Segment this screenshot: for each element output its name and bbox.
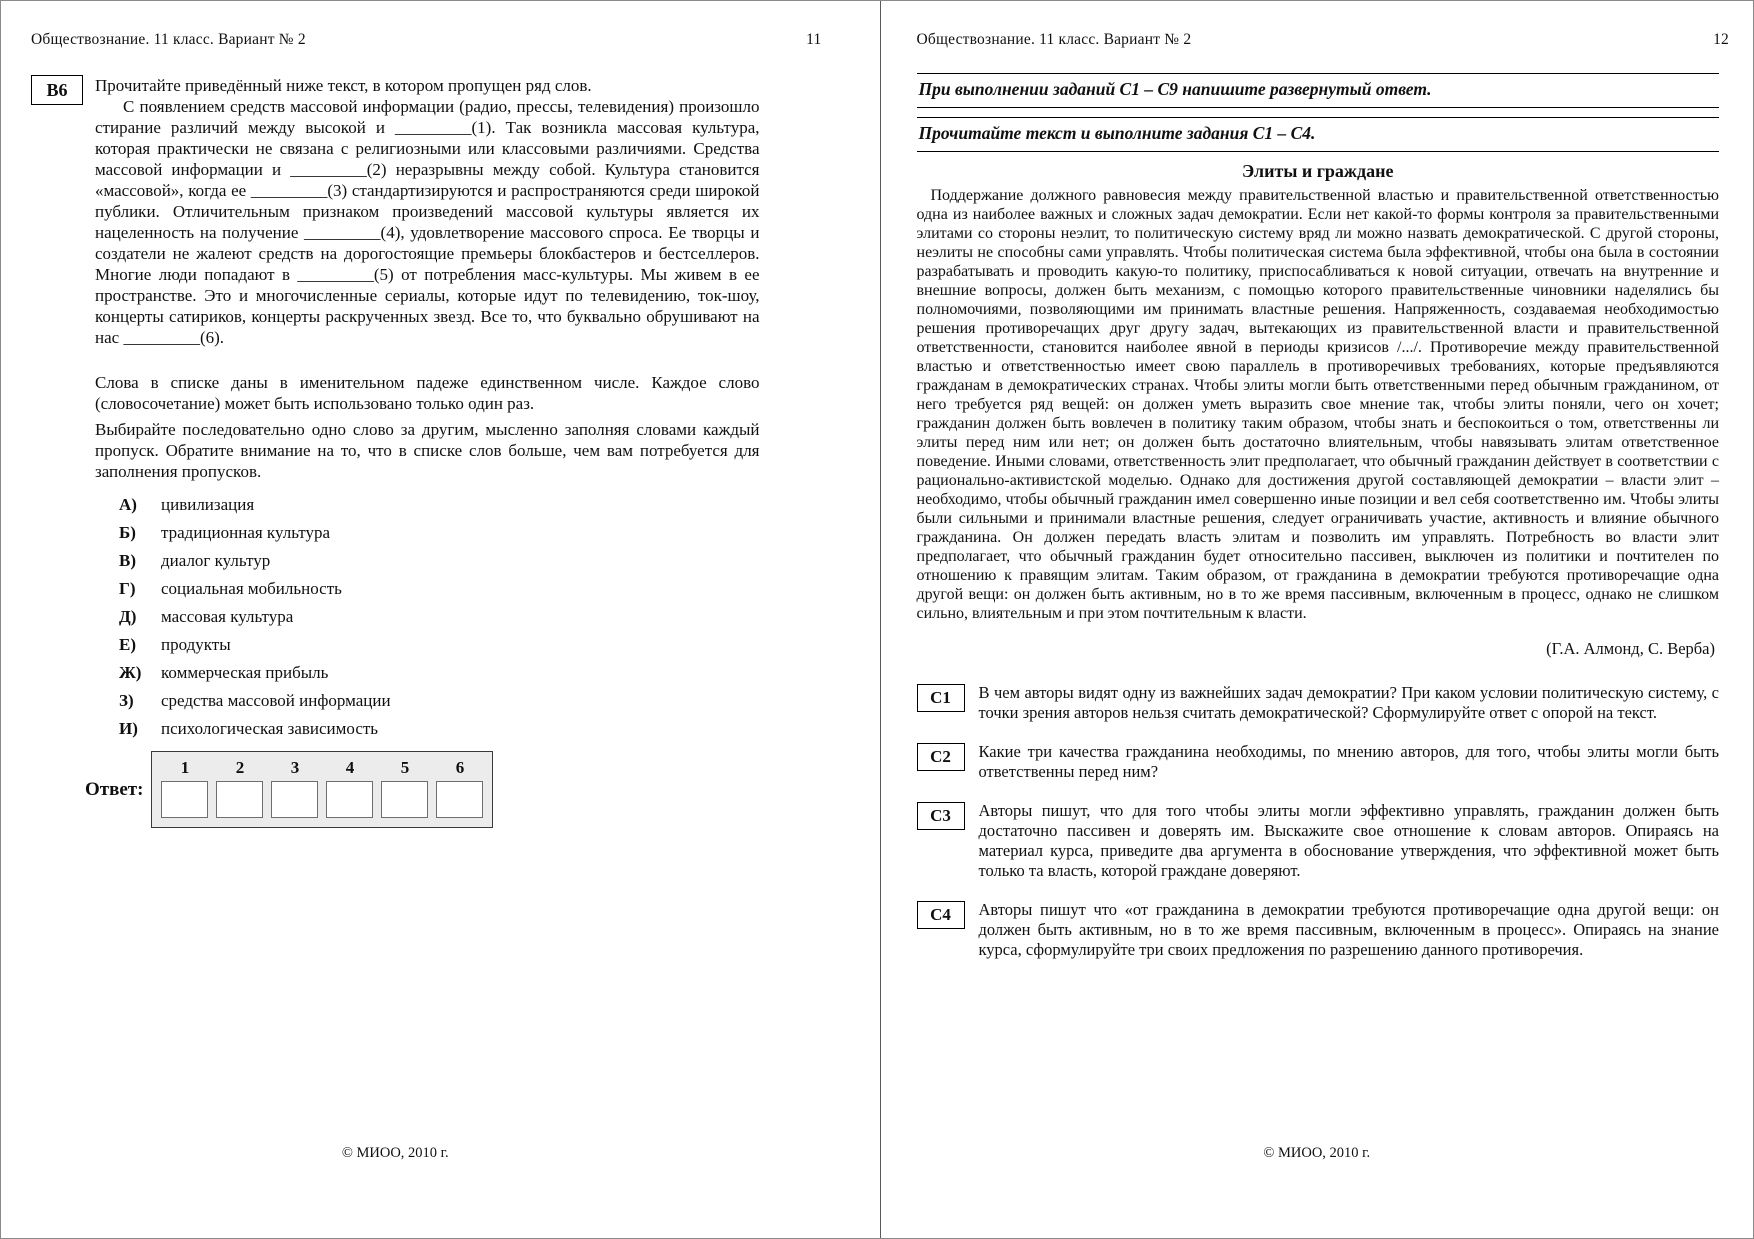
answer-cell-number: 6 bbox=[455, 758, 465, 777]
page-11-header bbox=[31, 31, 822, 49]
question-label-c1: С1 bbox=[917, 684, 965, 712]
page-11 bbox=[1, 1, 881, 1238]
answer-cell-number: 4 bbox=[345, 758, 355, 777]
page-12 bbox=[881, 1, 1754, 1238]
answer-cell bbox=[216, 781, 263, 818]
option-text: цивилизация bbox=[161, 495, 255, 514]
task-b6-body bbox=[85, 75, 760, 828]
word-options-list bbox=[119, 494, 760, 739]
answer-cell-number: 2 bbox=[235, 758, 245, 777]
option-letter: И) bbox=[119, 719, 138, 738]
option-letter: Ж) bbox=[119, 663, 142, 682]
option-text: психологическая зависимость bbox=[161, 719, 379, 738]
option-text: массовая культура bbox=[161, 607, 294, 626]
task-label-column bbox=[31, 75, 95, 828]
answer-cell bbox=[436, 781, 483, 818]
question-text: Какие три качества гражданина необходимы, по мнению авторов, для того, чтобы элиты могли быть ответственны перед ним? bbox=[978, 742, 1719, 781]
page-footer: © МИОО, 2010 г. bbox=[341, 1145, 449, 1161]
list-item bbox=[119, 634, 760, 655]
reading-passage: Поддержание должного равновесия между правительственной властью и правительственной ответственностью одна из наиболее важных и сложных задач демократии. Если нет какой-то формы контроля за правительственными элитами со стороны неэлит, то политическую систему вряд ли можно назвать демократической. С другой стороны, неэлиты не способны сами управлять. Чтобы политическая система была эффективной, чтобы она была в состоянии разрабатывать и проводить какую-то политику, приспосабливаться к новой ситуации, отвечать на внутренние и внешние вопросы, должен быть механизм, с помощью которого правительственные чиновники наделялись бы полномочиями, позволяющими им принимать властные решения. Напряженность, создаваемая необходимостью решения противоречащих друг другу задач, вытекающих из правительственной власти и правительственной ответственности, становится наиболее явной в периоды кризисов /.../. Противоречие между правительственной властью и ответственностью имеет свою параллель в противоречивых требованиях, которые предъявляются гражданам в демократических странах. Чтобы элиты могли быть ответственными перед обычным гражданином, от него требуется ряд вещей: он должен уметь выразить свое мнение так, чтобы элиты поняли, чего он хочет; гражданин должен быть вовлечен в политику таким образом, чтобы знать и беспокоиться о том, ответственны ли элиты перед ним или нет; он должен быть достаточно влиятельным, чтобы навязывать элитам ответственное поведение. Иными словами, ответственность элит предполагает, что обычный гражданин действует в соответствии с рационально-активистской моделью. Однако для достижения другой составляющей демократии – власти элит – необходимо, чтобы обычный гражданин имел совершенно иные позиции и вел себя соответственно им. Чтобы элиты были сильными и принимали властные решения, следует ограничивать участие, активность и влияние обычного гражданина. Он должен передать власть элитам и позволить им управлять. Потребность во власти элит предполагает, что обычный гражданин будет относительно пассивен, выключен из политики и почтителен по отношению к правящим элитам. Таким образом, от гражданина в демократии требуются противоречащие одна другой вещи: он должен быть активным, но в то же время пассивным, включенным в процесс, однако не слишком сильно, влиятельным и при этом почтительным к власти. bbox=[916, 187, 1719, 622]
answer-grid bbox=[151, 751, 493, 828]
option-text: традиционная культура bbox=[161, 523, 331, 542]
answer-cell bbox=[271, 781, 318, 818]
question-text: Авторы пишут, что для того чтобы элиты могли эффективно управлять, гражданин должен быть достаточно пассивен и доверять им. Выскажите свое отношение к словам авторов. Опираясь на материал курса, приведите два аргумента в обоснование утверждения, что эффективной может быть только та власть, которой граждане доверяют. bbox=[978, 801, 1719, 880]
answer-grid-cells bbox=[161, 781, 483, 818]
question-text: Авторы пишут что «от гражданина в демократии требуются противоречащие одна другой вещи: он должен быть активным, но в то же время пассивным, включенным в процесс». Опираясь на знание курса, сформулируйте три своих предложения по разрешению данного противоречия. bbox=[978, 900, 1719, 959]
page-12-header bbox=[917, 31, 1730, 49]
answer-cell bbox=[326, 781, 373, 818]
page-number: 11 bbox=[806, 31, 822, 48]
list-item bbox=[119, 494, 760, 515]
answer-cell-number: 5 bbox=[400, 758, 410, 777]
list-item bbox=[119, 522, 760, 543]
answer-label: Ответ: bbox=[85, 779, 144, 800]
task-passage: С появлением средств массовой информации (радио, прессы, телевидения) произошло стирание различий между высокой и _________(1). Так возникла массовая культура, которая практически не связана с религиозными или классовыми различиями. Средства массовой информации и _________(2) неразрывны между собой. Культура становится «массовой», когда ее _________(3) стандартизируются и распространяются среди широкой публики. Отличительным признаком произведений массовой культуры является их нацеленность на получение _________(4), удовлетворение массового спроса. Ее творцы и создатели не жалеют средств на дорогостоящие премьеры блокбастеров и бестселлеров. Многие люди попадают в _________(5) от потребления масс-культуры. Мы живем в ее пространстве. Это и многочисленные сериалы, которые идут по телевидению, ток-шоу, концерты сатириков, концерты раскрученных звезд. Все то, что буквально обрушивают на нас _________(6). bbox=[95, 97, 760, 347]
question-c1 bbox=[917, 683, 1720, 723]
option-letter: З) bbox=[119, 691, 134, 710]
answer-cell bbox=[161, 781, 208, 818]
page-header-title: Обществознание. 11 класс. Вариант № 2 bbox=[916, 31, 1192, 48]
section-instruction-c1-c9: При выполнении заданий С1 – С9 напишите развернутый ответ. bbox=[917, 73, 1720, 108]
option-letter: Е) bbox=[119, 635, 136, 654]
answer-cell-number: 1 bbox=[180, 758, 190, 777]
option-letter: А) bbox=[119, 495, 137, 514]
list-item bbox=[119, 606, 760, 627]
section-instruction-c1-c4: Прочитайте текст и выполните задания С1 – С4. bbox=[917, 117, 1720, 152]
task-label-b6: В6 bbox=[31, 75, 83, 105]
reading-title: Элиты и граждане bbox=[1242, 161, 1394, 181]
page-12-content bbox=[917, 73, 1720, 960]
question-label-c4: С4 bbox=[917, 901, 965, 929]
answer-cell bbox=[381, 781, 428, 818]
answer-row bbox=[85, 751, 760, 828]
option-letter: Д) bbox=[119, 607, 137, 626]
list-item bbox=[119, 690, 760, 711]
option-text: коммерческая прибыль bbox=[161, 663, 329, 682]
list-item bbox=[119, 662, 760, 683]
option-letter: В) bbox=[119, 551, 136, 570]
question-c3 bbox=[917, 801, 1720, 881]
option-text: диалог культур bbox=[161, 551, 271, 570]
option-letter: Г) bbox=[119, 579, 136, 598]
question-c2 bbox=[917, 742, 1720, 782]
list-item bbox=[119, 550, 760, 571]
list-item bbox=[119, 578, 760, 599]
page-header-title: Обществознание. 11 класс. Вариант № 2 bbox=[31, 31, 306, 48]
reading-attribution: (Г.А. Алмонд, С. Верба) bbox=[1546, 639, 1715, 658]
option-text: средства массовой информации bbox=[161, 691, 391, 710]
page-footer: © МИОО, 2010 г. bbox=[1263, 1145, 1371, 1161]
task-note-1: Слова в списке даны в именительном падеже единственном числе. Каждое слово (словосочетание) может быть использовано только один раз. bbox=[95, 373, 760, 413]
task-b6 bbox=[31, 75, 760, 828]
option-text: социальная мобильность bbox=[161, 579, 342, 598]
answer-cell-number: 3 bbox=[290, 758, 300, 777]
question-label-c2: С2 bbox=[917, 743, 965, 771]
question-text: В чем авторы видят одну из важнейших задач демократии? При каком условии политическую систему, с точки зрения авторов нельзя считать демократической? Сформулируйте ответ с опорой на текст. bbox=[978, 683, 1719, 722]
page-number: 12 bbox=[1713, 31, 1729, 48]
list-item bbox=[119, 718, 760, 739]
option-text: продукты bbox=[161, 635, 231, 654]
task-intro: Прочитайте приведённый ниже текст, в котором пропущен ряд слов. bbox=[95, 76, 592, 95]
answer-grid-numbers bbox=[161, 757, 483, 778]
question-c4 bbox=[917, 900, 1720, 960]
question-label-c3: С3 bbox=[917, 802, 965, 830]
task-note-2: Выбирайте последовательно одно слово за другим, мысленно заполняя словами каждый пропуск. Обратите внимание на то, что в списке слов больше, чем вам потребуется для заполнения пропусков. bbox=[95, 420, 760, 481]
option-letter: Б) bbox=[119, 523, 136, 542]
